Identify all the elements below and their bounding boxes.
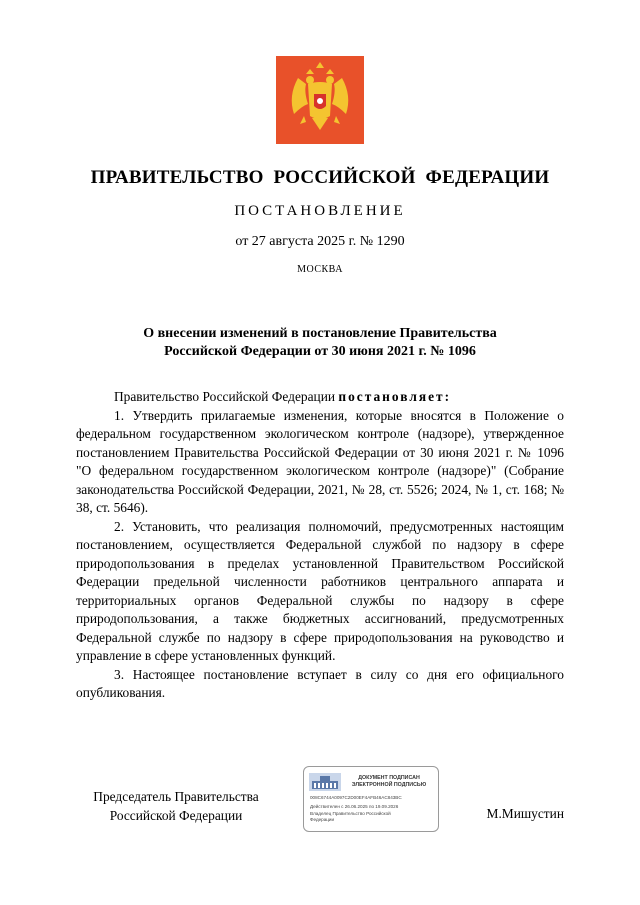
stamp-title-line: ДОКУМЕНТ ПОДПИСАН xyxy=(358,775,420,781)
building-icon xyxy=(309,773,341,791)
signer-position-line: Российской Федерации xyxy=(109,807,243,823)
signer-position xyxy=(76,788,276,825)
intro-paragraph xyxy=(76,388,564,407)
document-type: ПОСТАНОВЛЕНИЕ xyxy=(234,203,406,219)
paragraph-3: 3. Настоящее постановление вступает в силу со дня его официального опубликования. xyxy=(76,666,564,700)
stamp-validity: Действителен с 26.06.2025 по 19.09.2026 xyxy=(310,804,399,809)
decree-word: постановляет: xyxy=(338,389,452,404)
subject-line: Российской Федерации от 30 июня 2021 г. № 1096 xyxy=(164,344,476,359)
subject-line: О внесении изменений в постановление Правительства xyxy=(143,326,497,341)
coat-of-arms-icon xyxy=(276,56,364,144)
stamp-owner: Владелец Правительство Российской xyxy=(310,811,391,816)
stamp-owner: Федерации xyxy=(310,817,335,822)
document-body xyxy=(76,388,564,703)
signer-position-line: Председатель Правительства xyxy=(93,789,259,804)
stamp-certificate: 008C6744A0097C2D00EF4AFB46AC843BC xyxy=(310,795,402,800)
stamp-title-line: ЭЛЕКТРОННОЙ ПОДПИСЬЮ xyxy=(351,782,427,788)
document-subject xyxy=(60,325,580,361)
intro-text: Правительство Российской Федерации xyxy=(114,389,339,404)
e-signature-stamp xyxy=(303,766,439,832)
stamp-title xyxy=(342,775,436,789)
paragraph-2: 2. Установить, что реализация полномочий, предусмотренных настоящим постановлением, осуществляется Федеральной службой по надзору в сфере природопользования в пределах установленной Правительством Российской Федерации предельной численности работников центрального аппарата и территориальных органов Федеральной службы по надзору в сфере природопользования, а также бюджетных ассигнований, предусмотренных Федеральной службе по надзору в сфере природопользования на руководство и управление в сфере установленных функций. xyxy=(76,518,564,663)
city: МОСКВА xyxy=(297,264,343,275)
document-date: от 27 августа 2025 г. № 1290 xyxy=(235,234,405,249)
paragraph-1: 1. Утвердить прилагаемые изменения, которые вносятся в Положение о федеральном государственном экологическом контроле (надзоре), утвержденное постановлением Правительства Российской Федерации от 30 июня 2021 г. № 1096 "О федеральном государственном экологическом контроле (надзоре)" (Собрание законодательства Российской Федерации, 2021, № 28, ст. 5526; 2024, № 1, ст. 168; № 38, ст. 5646). xyxy=(76,407,564,515)
signer-name: М.Мишустин xyxy=(486,806,564,821)
government-title: ПРАВИТЕЛЬСТВО РОССИЙСКОЙ ФЕДЕРАЦИИ xyxy=(90,167,550,188)
